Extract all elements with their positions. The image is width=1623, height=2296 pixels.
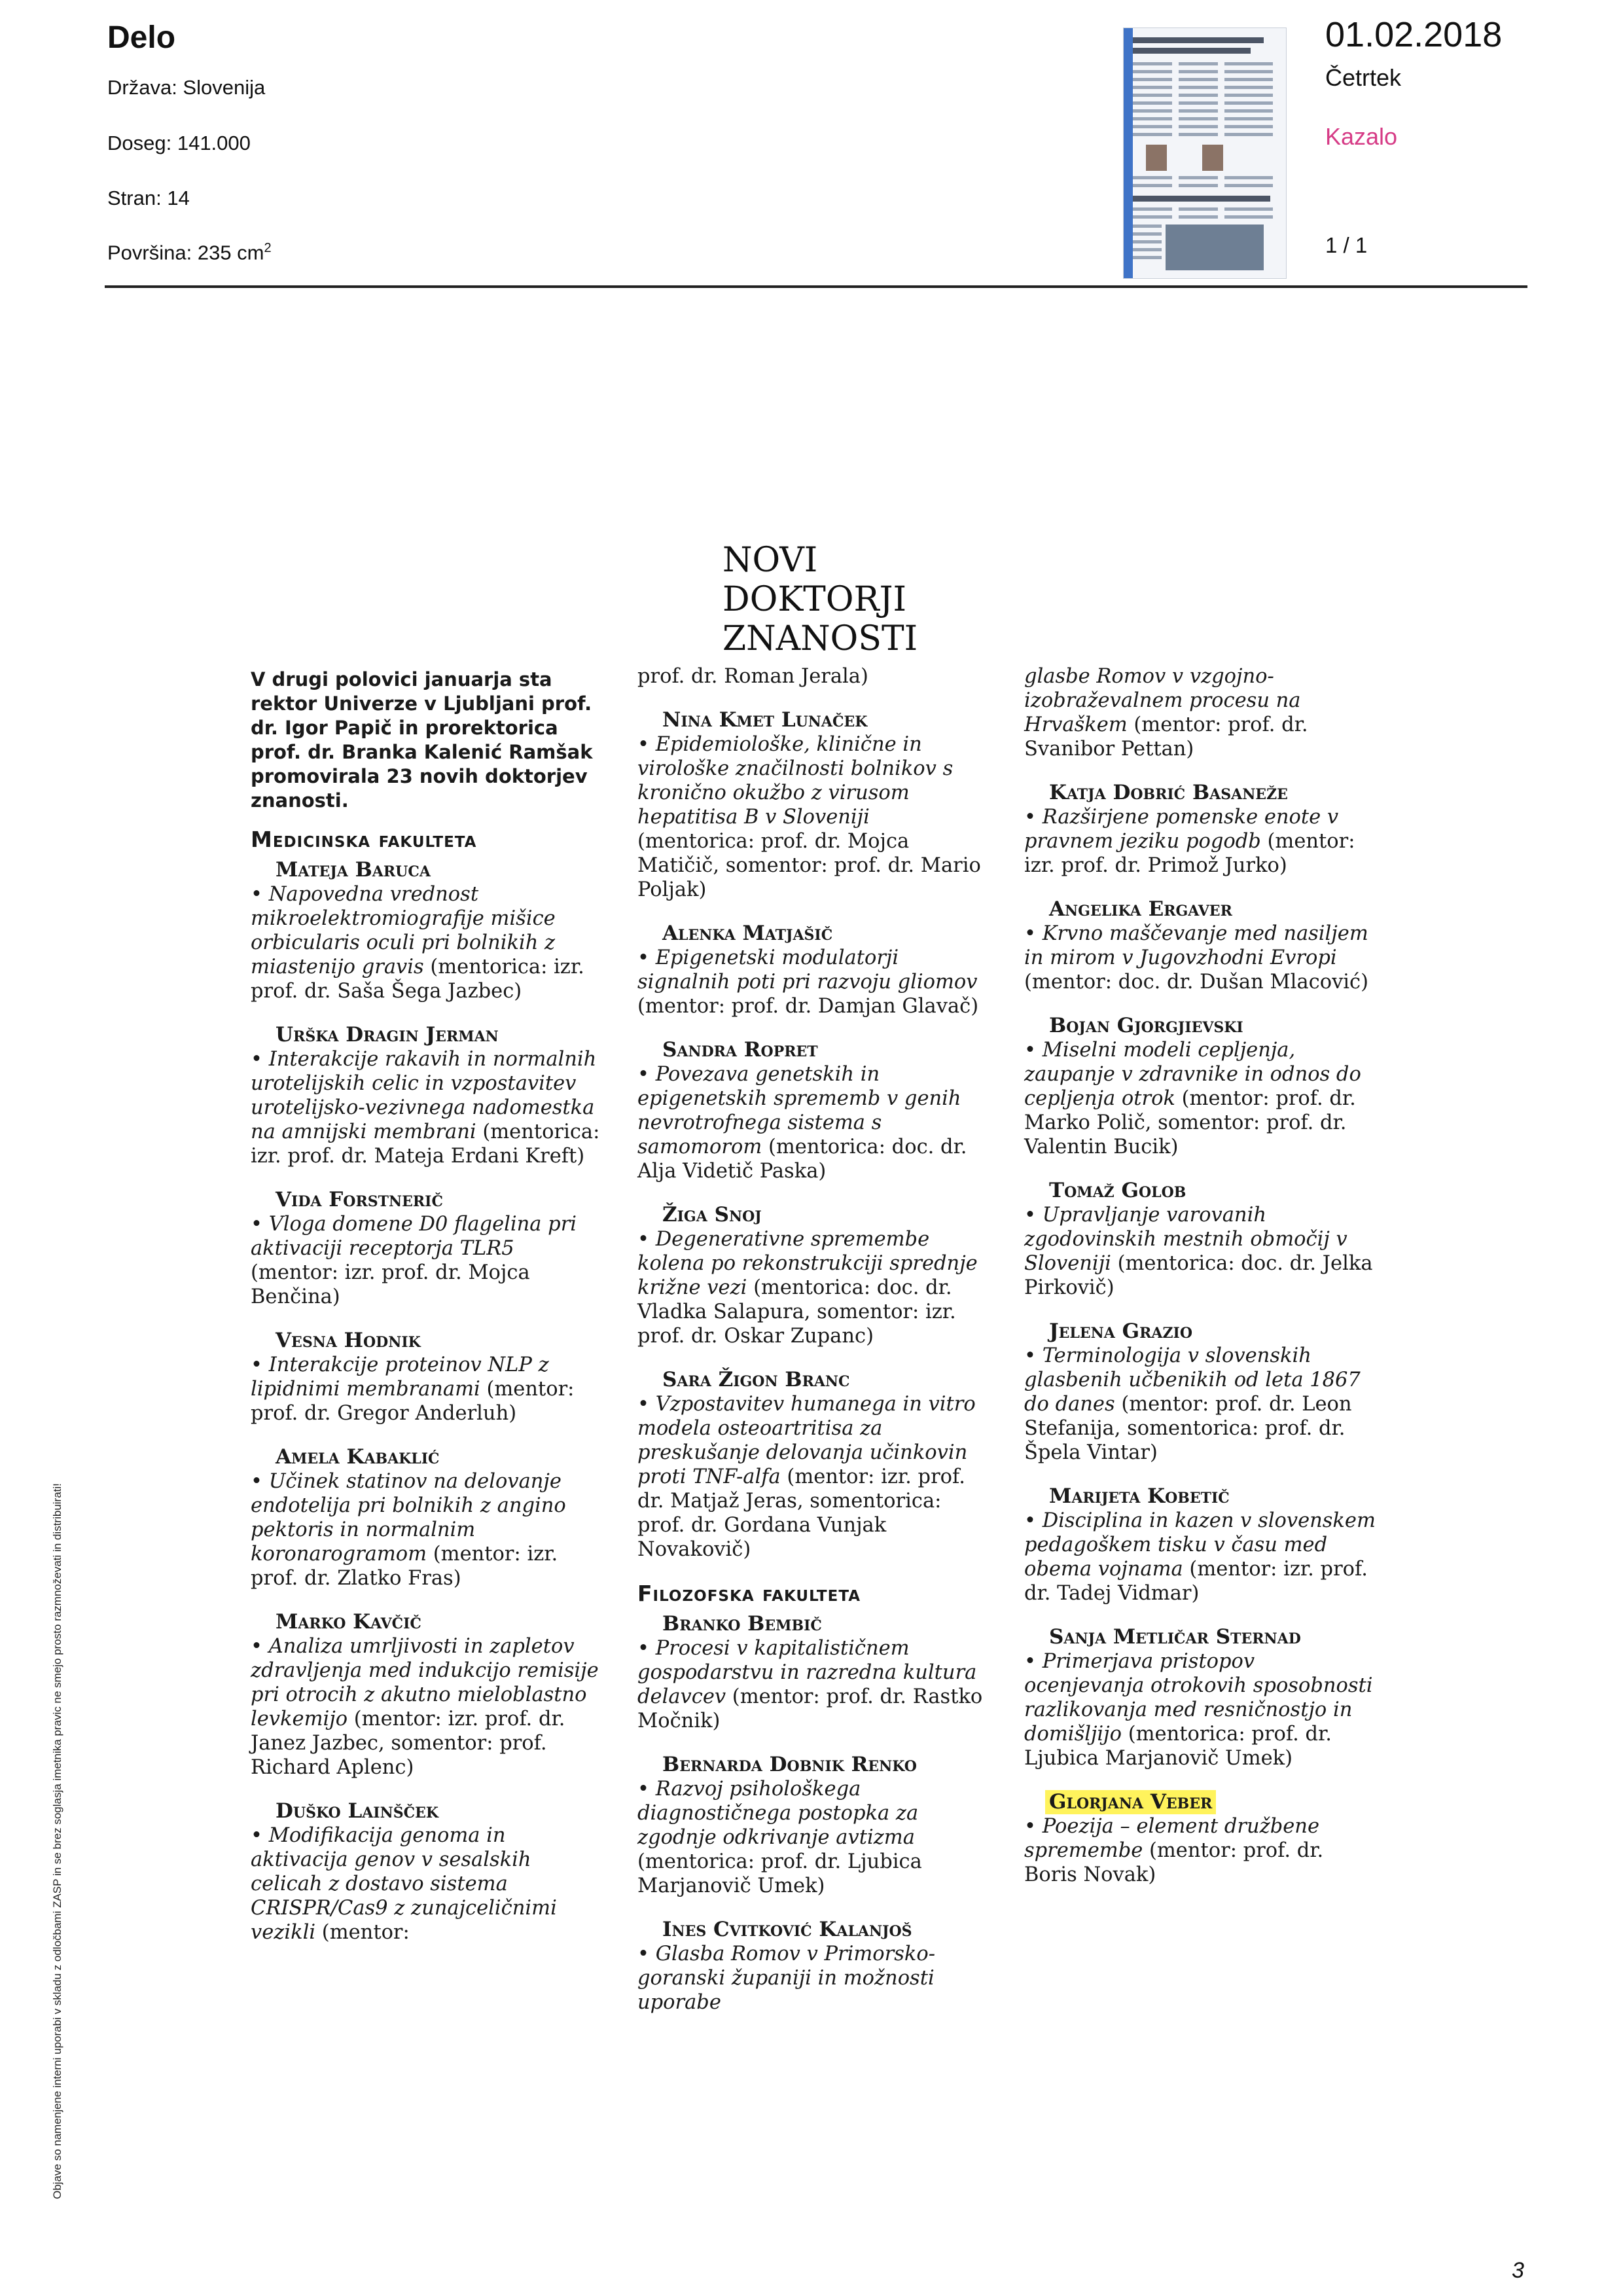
continued-text	[1024, 664, 1378, 761]
thesis-title: Napovedna vrednost mikroelektromiografije mišice orbicularis oculi pri bolnikih z miastenijo gravis	[251, 883, 556, 978]
thesis-mentor: (mentorica: prof. dr. Mojca Matičič, somentor: prof. dr. Mario Poljak)	[637, 830, 981, 901]
doctor-name: Sanja Metličar Sternad	[1049, 1625, 1301, 1649]
thesis-mentor: (mentor: prof. dr. Marko Polič, somentor: prof. dr. Valentin Bucik)	[1024, 1087, 1356, 1158]
doctor-entry: Vida Forstnerič • Vloga domene D0 flagelina pri aktivaciji receptorja TLR5 (mentor: izr. prof. dr. Mojca Benčina)	[251, 1188, 577, 1308]
thesis-title: Poezija – element družbene spremembe	[1024, 1815, 1319, 1862]
doctor-name: Urška Dragin Jerman	[276, 1023, 499, 1047]
thesis-mentor: (mentor: izr. prof. dr. Tadej Vidmar)	[1024, 1558, 1368, 1605]
area-exponent: 2	[264, 241, 272, 255]
title-line: NOVI	[722, 541, 818, 580]
doctor-name: Duško Lainšček	[276, 1799, 438, 1823]
doctor-name: Vesna Hodnik	[276, 1329, 421, 1352]
doctor-name: Katja Dobrić Basaneže	[1049, 781, 1288, 804]
thesis-mentor: (mentorica: prof. dr. Ljubica Marjanovič Umek)	[1024, 1723, 1332, 1770]
doctor-name: Branko Bembič	[662, 1612, 822, 1636]
doctor-name: Nina Kmet Lunaček	[662, 708, 868, 732]
faculty-heading: Filozofska fakulteta	[637, 1581, 861, 1606]
continued-mentor: (mentor: prof. dr. Svanibor Pettan)	[1024, 713, 1308, 761]
thesis-mentor: (mentor: izr. prof. dr. Matjaž Jeras, somentorica: prof. dr. Gordana Vunjak Novakovič)	[637, 1465, 965, 1561]
thesis-mentor: (mentor: izr. prof. dr. Mojca Benčina)	[251, 1261, 530, 1308]
thesis-mentor: (mentor: prof. dr. Rastko Močnik)	[637, 1685, 983, 1732]
doctor-name: Bernarda Dobnik Renko	[662, 1753, 917, 1776]
doctor-name: Mateja Baruca	[276, 858, 431, 882]
article-column-3	[1024, 664, 1378, 1907]
thesis-mentor: (mentor: prof. dr. Damjan Glavač)	[637, 995, 979, 1018]
thesis-mentor: (mentorica: prof. dr. Ljubica Marjanovič Umek)	[637, 1850, 922, 1897]
doctor-entry: Bernarda Dobnik Renko • Razvoj psihološkega diagnostičnega postopka za zgodnje odkrivanje avtizma (mentorica: prof. dr. Ljubica Marjanovič Umek)	[637, 1753, 922, 1897]
doctor-entry: Duško Lainšček • Modifikacija genoma in aktivacija genov v sesalskih celicah z dostavo sistema CRISPR/Cas9 z zunajceličnimi vezikli (mentor:	[251, 1799, 557, 1944]
thesis-title: Interakcije proteinov NLP z lipidnimi membranami	[251, 1354, 549, 1401]
article-column-1	[251, 668, 604, 1964]
article-column-2	[637, 664, 991, 2034]
doctor-name: Alenka Matjašič	[662, 922, 833, 945]
thesis-title: Epidemiološke, klinične in virološke značilnosti bolnikov s kronično okužbo z virusom hepatitisa B v Sloveniji	[637, 733, 954, 829]
doctor-entry: Žiga Snoj • Degenerativne spremembe kolena po rekonstrukciji sprednje križne vezi (mentorica: doc. dr. Vladka Salapura, somentor: izr. prof. dr. Oskar Zupanc)	[637, 1203, 978, 1348]
doctor-entry: Angelika Ergaver • Krvno maščevanje med nasiljem in mirom v Jugovzhodni Evropi (mentor: doc. dr. Dušan Mlacović)	[1024, 897, 1369, 994]
thesis-mentor: (mentorica: doc. dr. Jelka Pirkovič)	[1024, 1252, 1373, 1299]
doctor-entry: Katja Dobrić Basaneže • Razširjene pomenske enote v pravnem jeziku pogodb (mentor: izr. prof. dr. Primož Jurko)	[1024, 781, 1355, 877]
thesis-mentor: (mentorica: doc. dr. Vladka Salapura, somentor: izr. prof. dr. Oskar Zupanc)	[637, 1276, 956, 1348]
thesis-mentor: (mentor: izr. prof. dr. Primož Jurko)	[1024, 830, 1355, 877]
doctor-name: Vida Forstnerič	[276, 1188, 443, 1211]
doctor-entry: Vesna Hodnik • Interakcije proteinov NLP z lipidnimi membranami (mentor: prof. dr. Gregor Anderluh)	[251, 1329, 575, 1425]
thesis-mentor: (mentor: izr. prof. dr. Zlatko Fras)	[251, 1543, 558, 1590]
thesis-mentor: (mentor: prof. dr. Gregor Anderluh)	[251, 1378, 575, 1425]
doctor-entry: Nina Kmet Lunaček • Epidemiološke, klinične in virološke značilnosti bolnikov s kronično okužbo z virusom hepatitisa B v Sloveniji (mentorica: prof. dr. Mojca Matičič, somentor: prof. dr. Mario Poljak)	[637, 708, 981, 901]
doctor-name: Ines Cvitković Kalanjoš	[662, 1918, 912, 1941]
continued-text: prof. dr. Roman Jerala)	[637, 665, 868, 688]
thesis-title: Razširjene pomenske enote v pravnem jeziku pogodb	[1024, 806, 1339, 853]
continued-thesis-title: glasbe Romov v vzgojno-izobraževalnem procesu na Hrvaškem	[1024, 665, 1301, 736]
thesis-title: Terminologija v slovenskih glasbenih učbenikih od leta 1867 do danes	[1024, 1344, 1361, 1416]
doctor-name: Marijeta Kobetič	[1049, 1484, 1230, 1508]
doctor-name: Sara Žigon Branc	[662, 1368, 850, 1391]
area-value: Površina: 235 cm	[107, 241, 264, 264]
doctor-name: Marko Kavčič	[276, 1610, 421, 1634]
page-label: Stran: 14	[107, 187, 190, 209]
thesis-mentor: (mentor: prof. dr. Leon Stefanija, somentorica: prof. dr. Špela Vintar)	[1024, 1393, 1352, 1464]
doctor-name-highlighted: Glorjana Veber	[1045, 1790, 1216, 1814]
area-label	[107, 241, 272, 264]
reach-label: Doseg: 141.000	[107, 132, 251, 154]
thesis-mentor: (mentorica: izr. prof. dr. Mateja Erdani Kreft)	[251, 1121, 600, 1168]
title-line: ZNANOSTI	[722, 619, 918, 658]
doctor-entry: Alenka Matjašič • Epigenetski modulatorji signalnih poti pri razvoju gliomov (mentor: prof. dr. Damjan Glavač)	[637, 922, 979, 1018]
thesis-mentor: (mentor: prof. dr. Boris Novak)	[1024, 1839, 1324, 1886]
doctor-entry: Jelena Grazio • Terminologija v slovenskih glasbenih učbenikih od leta 1867 do danes (mentor: prof. dr. Leon Stefanija, somentorica: prof. dr. Špela Vintar)	[1024, 1319, 1361, 1464]
thesis-title: Vzpostavitev humanega in vitro modela osteoartritisa za preskušanje delovanja učinkovin proti TNF-alfa	[637, 1393, 976, 1488]
doctor-name: Sandra Ropret	[662, 1038, 818, 1062]
doctor-entry: Sandra Ropret • Povezava genetskih in epigenetskih sprememb v genih nevrotrofnega sistema s samomorom (mentorica: doc. dr. Alja Videtič Paska)	[637, 1038, 967, 1183]
country-label: Država: Slovenija	[107, 76, 266, 99]
thesis-mentor: (mentorica: doc. dr. Alja Videtič Paska)	[637, 1136, 967, 1183]
thesis-title: Procesi v kapitalističnem gospodarstvu in razredna kultura delavcev	[637, 1637, 977, 1708]
doctor-entry: Mateja Baruca • Napovedna vrednost mikroelektromiografije mišice orbicularis oculi pri bolnikih z miastenijo gravis (mentorica: izr. prof. dr. Saša Šega Jazbec)	[251, 858, 584, 1003]
thesis-mentor: (mentor:	[315, 1921, 410, 1944]
doctor-name: Tomaž Golob	[1049, 1179, 1186, 1202]
doctor-entry: Sanja Metličar Sternad • Primerjava pristopov ocenjevanja otrokovih sposobnosti razlikovanja med resničnostjo in domišljijo (mentorica: prof. dr. Ljubica Marjanovič Umek)	[1024, 1625, 1373, 1770]
doctor-name: Jelena Grazio	[1049, 1319, 1192, 1343]
issue-weekday: Četrtek	[1325, 64, 1402, 91]
doctor-name: Žiga Snoj	[662, 1203, 762, 1227]
thesis-title: Povezava genetskih in epigenetskih sprememb v genih nevrotrofnega sistema s samomorom	[637, 1063, 961, 1158]
doctor-entry: Ines Cvitković Kalanjoš • Glasba Romov v Primorsko-goranski županiji in možnosti uporabe	[637, 1918, 936, 2014]
thesis-title: Disciplina in kazen v slovenskem pedagoškem tisku v času med obema vojnama	[1024, 1509, 1376, 1581]
thesis-title: Vloga domene D0 flagelina pri aktivaciji receptorja TLR5	[251, 1213, 577, 1260]
thesis-title: Učinek statinov na delovanje endotelija pri bolnikih z angino pektoris in normalnim koronarogramom	[251, 1470, 566, 1566]
thesis-title: Razvoj psihološkega diagnostičnega postopka za zgodnje odkrivanje avtizma	[637, 1778, 919, 1849]
doctor-entry: Tomaž Golob • Upravljanje varovanih zgodovinskih mestnih območij v Sloveniji (mentorica: doc. dr. Jelka Pirkovič)	[1024, 1179, 1373, 1299]
thesis-title: Glasba Romov v Primorsko-goranski županiji in možnosti uporabe	[637, 1943, 936, 2014]
thesis-title: Krvno maščevanje med nasiljem in mirom v Jugovzhodni Evropi	[1024, 922, 1368, 969]
thesis-title: Interakcije rakavih in normalnih urotelijskih celic in vzpostavitev urotelijsko-vezivnega nadomestka na amnijski membrani	[251, 1048, 597, 1143]
thesis-mentor: (mentor: doc. dr. Dušan Mlacović)	[1024, 971, 1369, 994]
faculty-heading: Medicinska fakulteta	[251, 827, 477, 852]
page-number: 3	[1512, 2258, 1524, 2283]
thesis-title: Epigenetski modulatorji signalnih poti pri razvoju gliomov	[637, 946, 978, 994]
publication-name: Delo	[107, 20, 176, 55]
doctor-entry: Bojan Gjorgjievski • Miselni modeli cepljenja, zaupanje v zdravnike in odnos do cepljenja otrok (mentor: prof. dr. Marko Polič, somentor: prof. dr. Valentin Bucik)	[1024, 1014, 1361, 1158]
issue-date: 01.02.2018	[1325, 15, 1503, 54]
copyright-notice: Objave so namenjene interni uporabi v skladu z odločbami ZASP in se brez soglasja imetnika pravic ne smejo prosto razmnoževati in distribuirati!	[51, 1483, 63, 2199]
doctor-name: Amela Kabaklić	[276, 1445, 440, 1469]
index-link[interactable]: Kazalo	[1325, 123, 1398, 150]
thesis-title: Analiza umrljivosti in zapletov zdravljenja med indukcijo remisije pri otrocih z akutno mieloblastno levkemijo	[251, 1635, 599, 1731]
doctor-entry: Marko Kavčič • Analiza umrljivosti in zapletov zdravljenja med indukcijo remisije pri otrocih z akutno mieloblastno levkemijo (mentor: izr. prof. dr. Janez Jazbec, somentor: prof. Richard Aplenc)	[251, 1610, 599, 1779]
thesis-title: Degenerativne spremembe kolena po rekonstrukciji sprednje križne vezi	[637, 1228, 978, 1299]
doctor-entry: Sara Žigon Branc • Vzpostavitev humanega in vitro modela osteoartritisa za preskušanje delovanja učinkovin proti TNF-alfa (mentor: izr. prof. dr. Matjaž Jeras, somentorica: prof. dr. Gordana Vunjak Novakovič)	[637, 1368, 976, 1561]
thesis-title: Primerjava pristopov ocenjevanja otrokovih sposobnosti razlikovanja med resničnostjo in domišljijo	[1024, 1650, 1373, 1746]
article-lead: V drugi polovici januarja sta rektor Univerze v Ljubljani prof. dr. Igor Papič in prorektorica prof. dr. Branka Kalenić Ramšak promovirala 23 novih doktorjev znanosti.	[251, 668, 593, 812]
doctor-entry: Branko Bembič • Procesi v kapitalističnem gospodarstvu in razredna kultura delavcev (mentor: prof. dr. Rastko Močnik)	[637, 1612, 983, 1732]
thesis-title: Modifikacija genoma in aktivacija genov v sesalskih celicah z dostavo sistema CRISPR/Cas9 z zunajceličnimi vezikli	[251, 1824, 557, 1944]
thesis-title: Miselni modeli cepljenja, zaupanje v zdravnike in odnos do cepljenja otrok	[1024, 1039, 1361, 1110]
thesis-mentor: (mentor: izr. prof. dr. Janez Jazbec, somentor: prof. Richard Aplenc)	[251, 1708, 565, 1779]
header-divider	[105, 285, 1527, 288]
doctor-entry: Marijeta Kobetič • Disciplina in kazen v slovenskem pedagoškem tisku v času med obema vojnama (mentor: izr. prof. dr. Tadej Vidmar)	[1024, 1484, 1376, 1605]
doctor-entry: Amela Kabaklić • Učinek statinov na delovanje endotelija pri bolnikih z angino pektoris in normalnim koronarogramom (mentor: izr. prof. dr. Zlatko Fras)	[251, 1445, 566, 1590]
thesis-title: Upravljanje varovanih zgodovinskih mestnih območij v Sloveniji	[1024, 1204, 1347, 1275]
page-thumbnail[interactable]	[1123, 27, 1287, 279]
doctor-name: Angelika Ergaver	[1049, 897, 1232, 921]
article-title	[722, 541, 997, 658]
doctor-entry-highlighted: Glorjana Veber • Poezija – element družbene spremembe (mentor: prof. dr. Boris Novak)	[1024, 1790, 1324, 1886]
doctor-name: Bojan Gjorgjievski	[1049, 1014, 1243, 1037]
doctor-entry: Urška Dragin Jerman • Interakcije rakavih in normalnih urotelijskih celic in vzpostavitev urotelijsko-vezivnega nadomestka na amnijski membrani (mentorica: izr. prof. dr. Mateja Erdani Kreft)	[251, 1023, 600, 1168]
thesis-mentor: (mentorica: izr. prof. dr. Saša Šega Jazbec)	[251, 956, 584, 1003]
page-count: 1 / 1	[1325, 233, 1368, 257]
title-line: DOKTORJI	[722, 580, 907, 619]
